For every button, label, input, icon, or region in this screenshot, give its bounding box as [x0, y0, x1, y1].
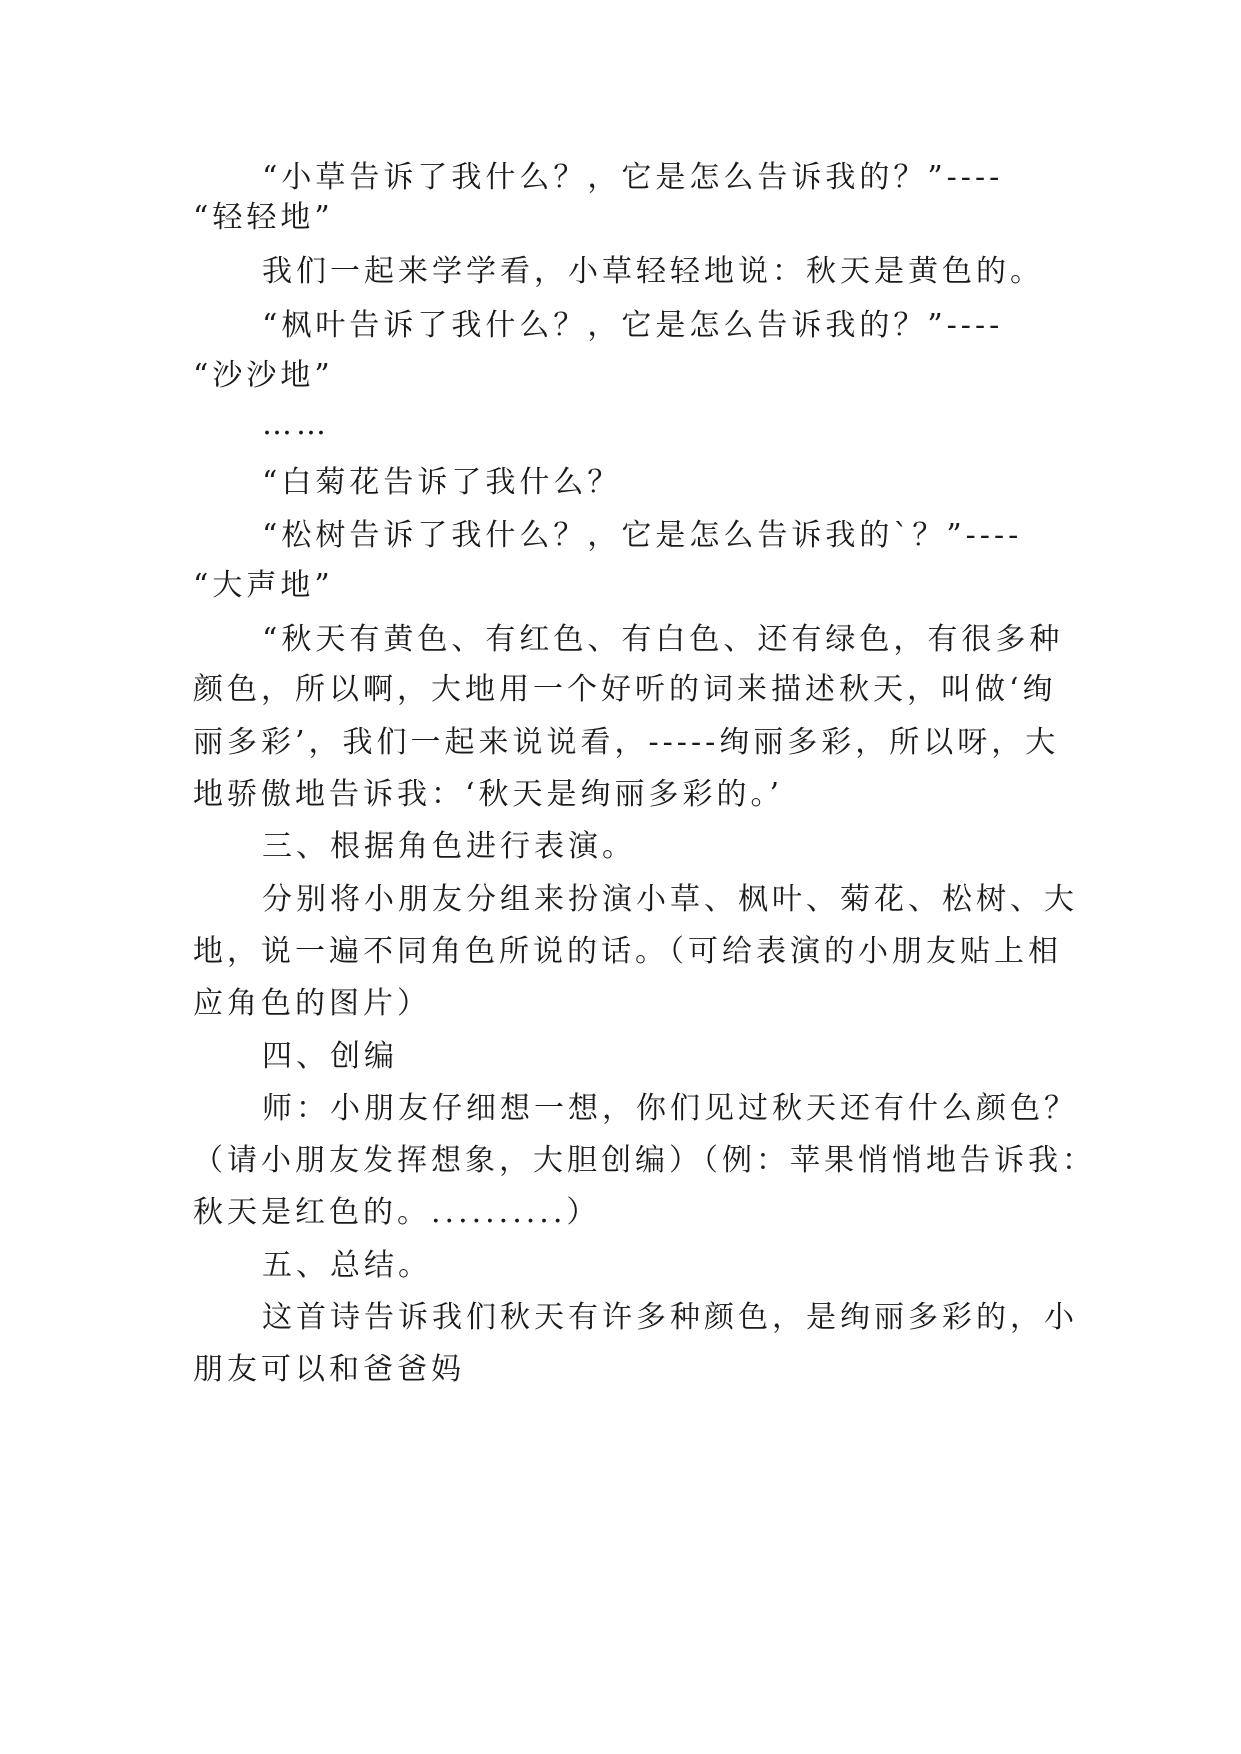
paragraph-line: 秋天是红色的。..........） [193, 1195, 601, 1230]
paragraph-line: 颜色，所以啊，大地用一个好听的词来描述秋天，叫做‘绚 [193, 672, 1057, 707]
paragraph-line: “枫叶告诉了我什么？，它是怎么告诉我的？”---- [262, 308, 1004, 343]
paragraph-line: 地骄傲地告诉我：‘秋天是绚丽多彩的。’ [193, 777, 784, 812]
paragraph-line: …… [262, 407, 330, 442]
paragraph-line: 我们一起来学学看，小草轻轻地说：秋天是黄色的。 [262, 254, 1044, 289]
paragraph-line: 朋友可以和爸爸妈 [193, 1352, 465, 1387]
paragraph-line: 这首诗告诉我们秋天有许多种颜色，是绚丽多彩的，小 [262, 1300, 1078, 1335]
paragraph-line: “小草告诉了我什么？，它是怎么告诉我的？”---- [262, 160, 1004, 195]
paragraph-line: “沙沙地” [193, 358, 334, 393]
paragraph-line: “大声地” [193, 568, 334, 603]
paragraph-line: 分别将小朋友分组来扮演小草、枫叶、菊花、松树、大 [262, 882, 1078, 917]
paragraph-line: 师：小朋友仔细想一想，你们见过秋天还有什么颜色？ [262, 1091, 1078, 1126]
paragraph-line: “白菊花告诉了我什么？ [262, 465, 622, 500]
paragraph-line: 应角色的图片） [193, 986, 431, 1021]
section-heading: 四、创编 [262, 1039, 398, 1074]
paragraph-line: （请小朋友发挥想象，大胆创编）（例：苹果悄悄地告诉我： [193, 1143, 1096, 1178]
section-heading: 五、总结。 [262, 1248, 432, 1283]
paragraph-line: 地，说一遍不同角色所说的话。（可给表演的小朋友贴上相 [193, 934, 1062, 969]
section-heading: 三、根据角色进行表演。 [262, 829, 636, 864]
paragraph-line: “秋天有黄色、有红色、有白色、还有绿色，有很多种 [262, 622, 1064, 657]
paragraph-line: 丽多彩’，我们一起来说说看，-----绚丽多彩，所以呀，大 [193, 725, 1060, 760]
paragraph-line: “松树告诉了我什么？，它是怎么告诉我的`？”---- [262, 518, 1023, 553]
paragraph-line: “轻轻地” [193, 200, 334, 235]
